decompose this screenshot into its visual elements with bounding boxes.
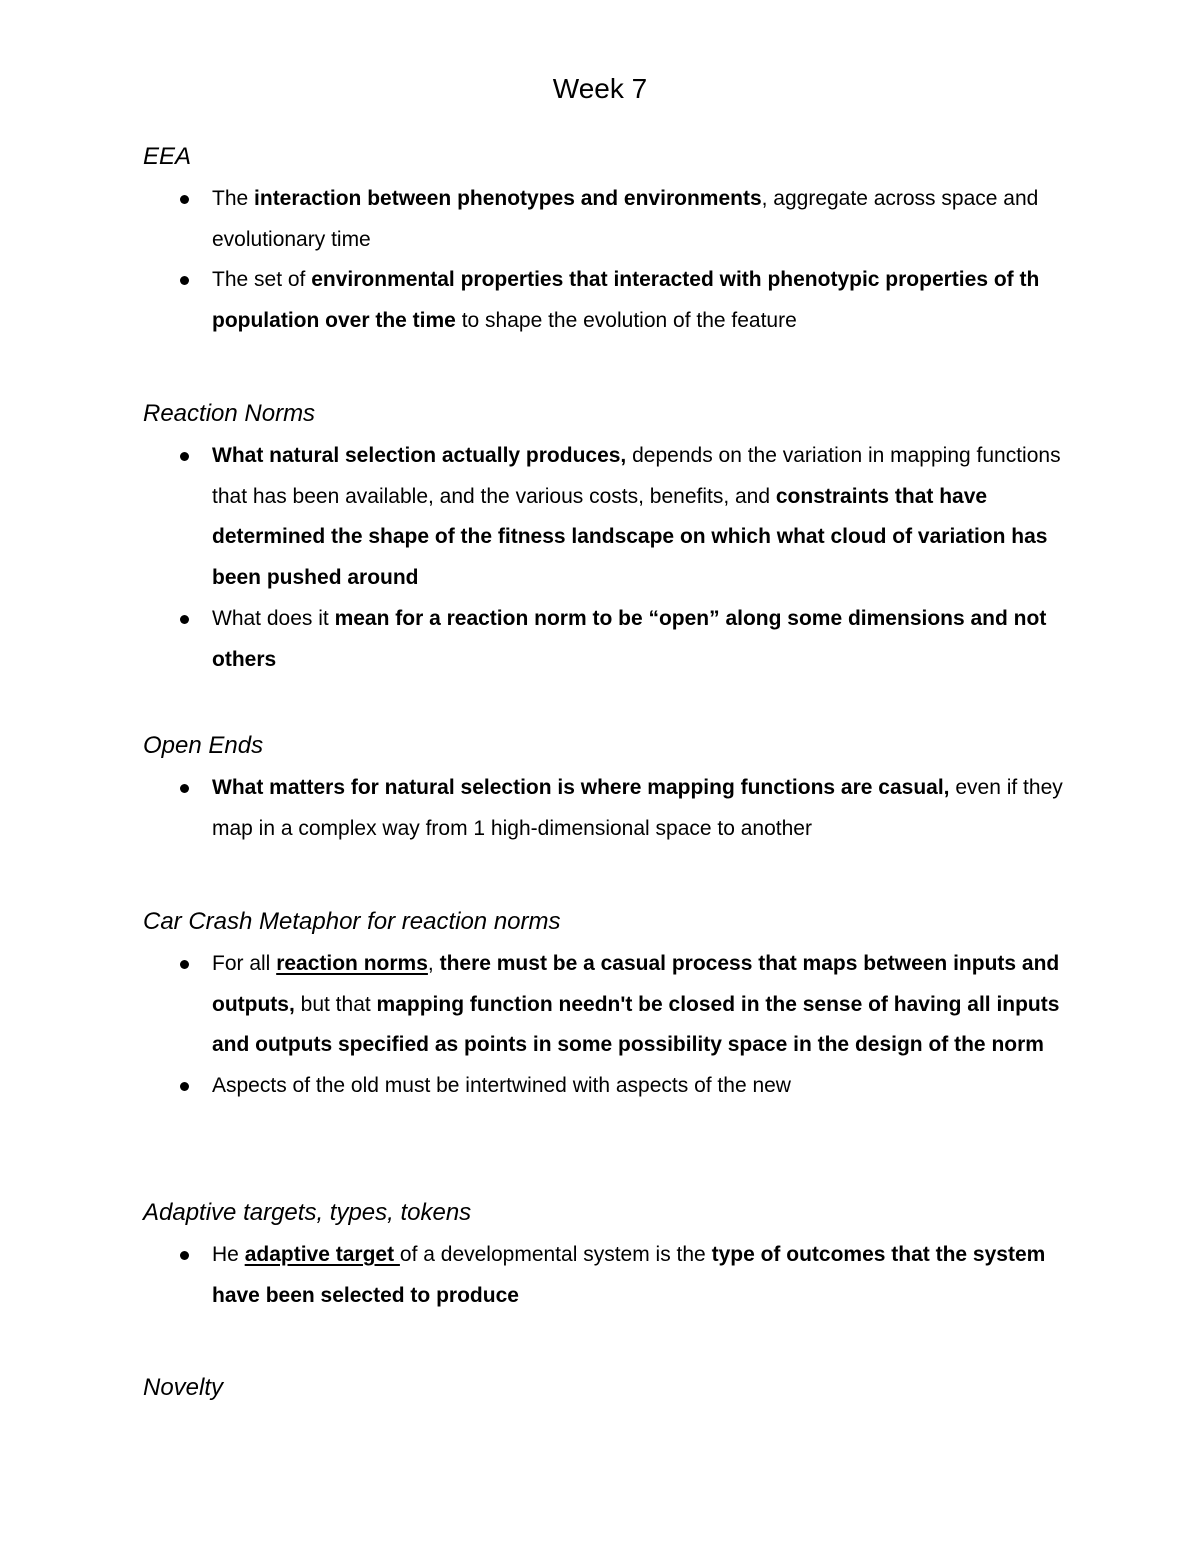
- section-eea: [143, 141, 1083, 342]
- page-title: Week 7: [552, 73, 648, 104]
- section-novelty: [143, 1372, 1083, 1410]
- bold-text: constraints that have determined the shape of the fitness landscape on which what cloud of variation has been pushed around: [212, 484, 1048, 590]
- body-text: of a developmental system is the: [399, 1243, 712, 1266]
- body-text: depends on the variation in mapping functions that has been available, and the various costs, benefits, and: [212, 444, 1061, 508]
- bullet-list: [143, 1235, 1083, 1316]
- bullet-dot-icon: [180, 452, 189, 461]
- section-reaction-norms: [143, 398, 1083, 680]
- body-text: ,: [427, 952, 440, 975]
- body-text: Aspects of the old must be intertwined with aspects of the new: [212, 1074, 791, 1098]
- body-text: , aggregate across space and evolutionary time: [212, 187, 1039, 251]
- bold-text: type of outcomes that the system have been selected to produce: [212, 1243, 1046, 1307]
- bullet-dot-icon: [180, 784, 189, 793]
- bullet-item: [143, 1066, 1083, 1107]
- bullet-item: [143, 944, 1083, 1066]
- bullet-dot-icon: [180, 960, 189, 969]
- section-heading: Open Ends: [143, 732, 264, 759]
- bullet-item: [143, 179, 1083, 260]
- body-text: The set of: [212, 268, 312, 292]
- bullet-item: [143, 436, 1083, 599]
- bold-text: there must be a casual process that maps between inputs and outputs,: [212, 952, 1060, 1016]
- bullet-list: [143, 179, 1083, 342]
- bullet-dot-icon: [180, 276, 189, 285]
- bullet-item: [143, 260, 1083, 341]
- bullet-dot-icon: [180, 1082, 189, 1091]
- bold-text: environmental properties that interacted with phenotypic properties of th population over the time: [212, 268, 1040, 333]
- bold-text: mean for a reaction norm to be “open” along some dimensions and not others: [212, 606, 1047, 671]
- bold-text: What natural selection actually produces,: [212, 444, 627, 467]
- section-open-ends: [143, 730, 1083, 849]
- bullet-item: [143, 768, 1083, 849]
- bold-text: mapping function needn't be closed in the sense of having all inputs and outputs specified as points in some possibility space in the design of the norm: [212, 992, 1060, 1057]
- underlined-term: reaction norms: [276, 952, 428, 975]
- bullet-item: [143, 1235, 1083, 1316]
- body-text: What does it: [212, 606, 335, 630]
- section-car-crash-metaphor: [143, 906, 1083, 1107]
- section-heading: EEA: [143, 143, 192, 170]
- bold-text: What matters for natural selection is where mapping functions are casual,: [212, 776, 950, 799]
- bold-text: interaction between phenotypes and environments: [254, 187, 762, 210]
- bullet-dot-icon: [180, 195, 189, 204]
- bullet-list: [143, 768, 1083, 849]
- underlined-term: adaptive target: [244, 1243, 400, 1266]
- section-heading: Car Crash Metaphor for reaction norms: [143, 908, 561, 935]
- section-adaptive-targets: [143, 1197, 1083, 1316]
- bullet-dot-icon: [180, 615, 189, 624]
- bullet-list: [143, 436, 1083, 680]
- body-text: He: [212, 1243, 245, 1266]
- bullet-list: [143, 944, 1083, 1107]
- body-text: but that: [294, 992, 377, 1016]
- bullet-dot-icon: [180, 1251, 189, 1260]
- section-heading: Adaptive targets, types, tokens: [143, 1199, 472, 1226]
- section-heading: Reaction Norms: [143, 400, 316, 427]
- bullet-item: [143, 599, 1083, 680]
- body-text: to shape the evolution of the feature: [455, 309, 797, 333]
- section-heading: Novelty: [143, 1374, 224, 1401]
- body-text: The: [212, 187, 255, 210]
- body-text: For all: [212, 952, 277, 975]
- body-text: even if they map in a complex way from 1 high-dimensional space to another: [212, 776, 1063, 840]
